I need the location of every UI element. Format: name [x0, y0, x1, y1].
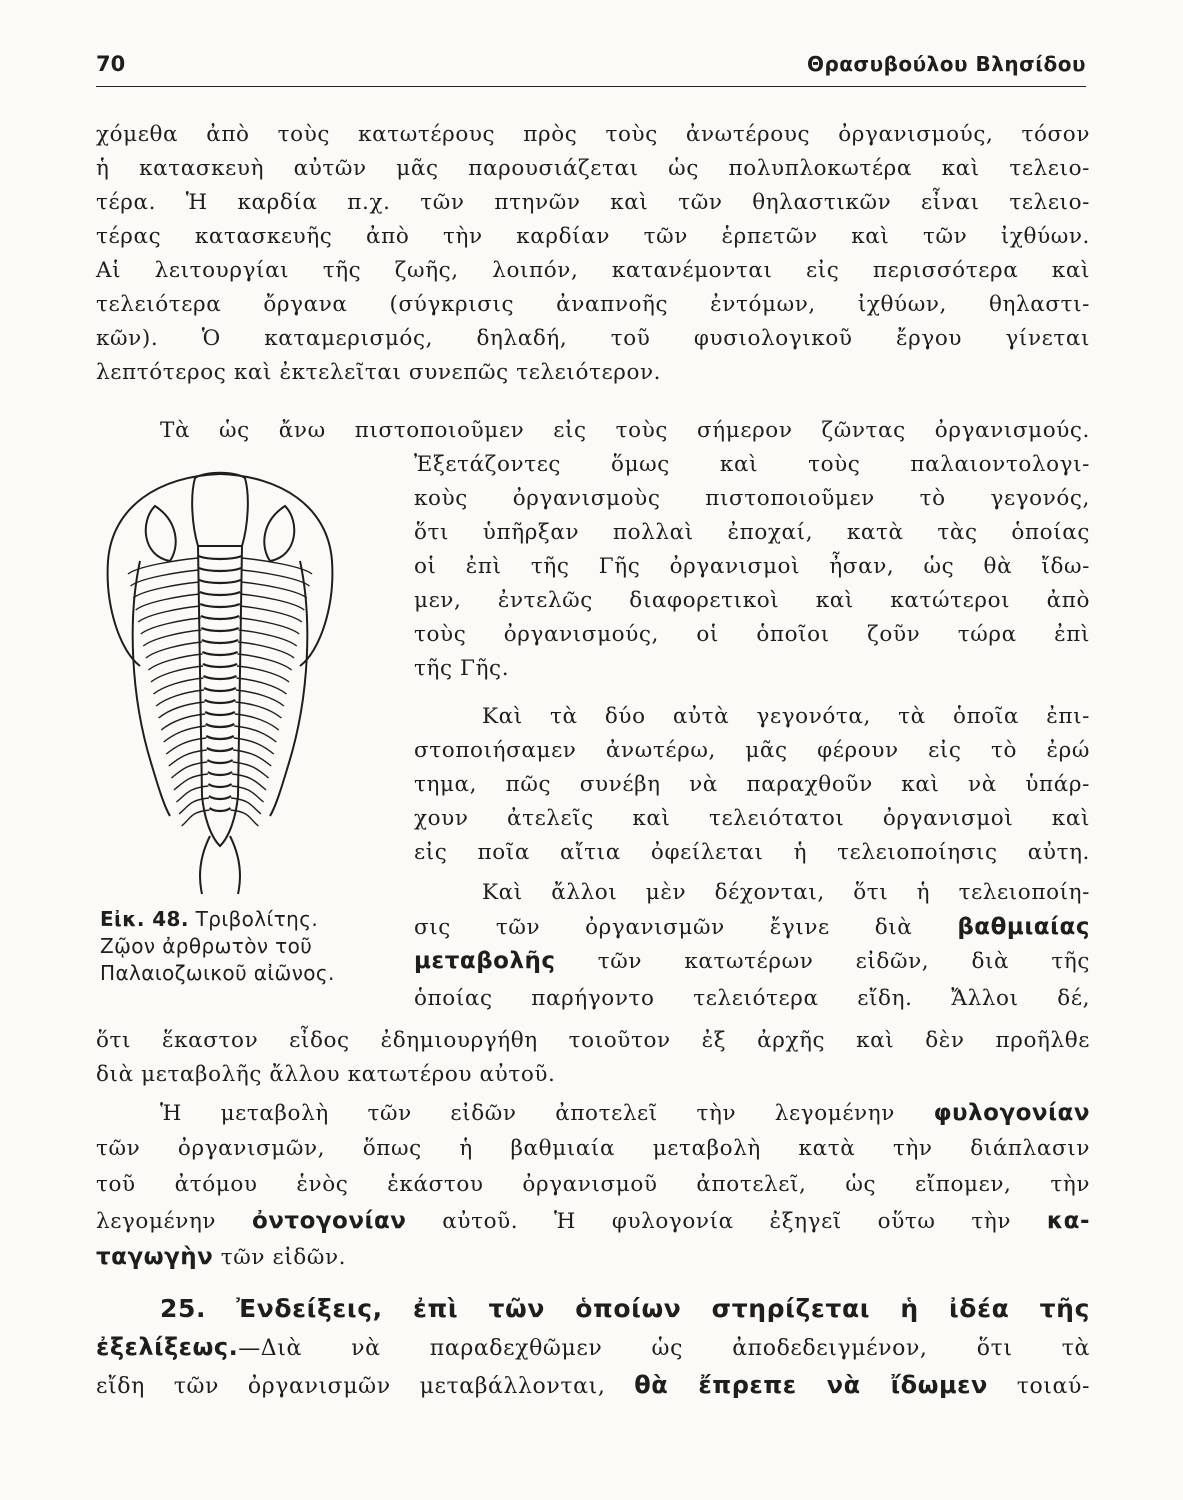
text-span: αὐτοῦ. Ἡ φυλογονία ἐξηγεῖ οὕτω τὴν: [442, 1209, 1011, 1234]
body-line: τοῦ ἀτόμου ἑνὸς ἑκάστου ὀργανισμοῦ ἀποτελεῖ, ὡς εἴπομεν, τὴν: [96, 1172, 1090, 1197]
axial-segment: [204, 688, 236, 691]
axial-segment: [207, 760, 232, 763]
emphasis-term: ταγωγὴν: [96, 1244, 214, 1270]
body-line: Καὶ τὰ δύο αὐτὰ γεγονότα, τὰ ὁποῖα ἐπι-: [482, 704, 1090, 729]
body-line: [96, 1204, 1090, 1238]
emphasis-term: θὰ ἔπρεπε νὰ ἴδωμεν: [634, 1371, 988, 1399]
axial-segment: [210, 808, 231, 811]
caption-text: Τριβολίτης.: [195, 907, 319, 931]
text-span: —Διὰ νὰ παραδεχθῶμεν ὡς ἀποδεδειγμένον, ὅτι τὰ: [238, 1336, 1090, 1361]
axial-segment: [198, 556, 242, 559]
running-head: Θρασυβούλου Βλησίδου: [806, 52, 1086, 76]
body-line: Ἐξετάζοντες ὅμως καὶ τοὺς παλαιοντολογι-: [414, 452, 1090, 477]
axial-segment: [208, 772, 232, 775]
axial-segment: [204, 676, 237, 679]
axial-segment: [199, 580, 241, 583]
body-line: κοὺς ὀργανισμοὺς πιστοποιοῦμεν τὸ γεγονός,: [414, 486, 1090, 511]
axial-segment: [200, 592, 241, 595]
emphasis-term: μεταβολῆς: [414, 948, 556, 974]
axial-segment: [200, 604, 240, 607]
axial-segment: [201, 616, 240, 619]
body-line: διὰ μεταβολῆς ἄλλου κατωτέρου αὐτοῦ.: [96, 1062, 556, 1087]
caption-text: Παλαιοζωικοῦ αἰῶνος.: [100, 961, 335, 985]
emphasis-term: ὀντογονίαν: [251, 1208, 407, 1234]
body-line: ἡ κατασκευὴ αὐτῶν μᾶς παρουσιάζεται ὡς πολυπλοκωτέρα καὶ τελειο-: [96, 156, 1090, 181]
body-line: λεπτότερος καὶ ἐκτελεῖται συνεπῶς τελειότερον.: [96, 360, 662, 385]
body-line: τημα, πῶς συνέβη νὰ παραχθοῦν καὶ νὰ ὑπάρ-: [414, 772, 1090, 797]
body-line: [96, 1240, 1090, 1274]
body-line: οἱ ἐπὶ τῆς Γῆς ὀργανισμοὶ ἦσαν, ὡς θὰ ἴδω-: [414, 554, 1090, 579]
axial-segment: [199, 568, 242, 571]
body-line: τοὺς ὀργανισμούς, οἱ ὁποῖοι ζοῦν τώρα ἐπὶ: [414, 622, 1090, 647]
figure-caption: [100, 906, 400, 987]
text-span: σις τῶν ὀργανισμῶν ἔγινε διὰ: [414, 915, 913, 940]
body-line: Τὰ ὡς ἄνω πιστοποιοῦμεν εἰς τοὺς σήμερον ζῶντας ὀργανισμούς.: [160, 418, 1090, 443]
body-line: ὅτι ὑπῆρξαν πολλαὶ ἐποχαί, κατὰ τὰς ὁποίας: [414, 520, 1090, 545]
body-line: τῶν ὀργανισμῶν, ὅπως ἡ βαθμιαία μεταβολὴ κατὰ τὴν διάπλασιν: [96, 1136, 1090, 1161]
text-span: τῶν κατωτέρων εἰδῶν, διὰ τῆς: [597, 949, 1090, 974]
pleural-spine: [232, 786, 264, 802]
body-line: [160, 1096, 1090, 1130]
axial-segment: [207, 748, 233, 751]
caption-text: Ζῷον ἀρθρωτὸν τοῦ: [100, 934, 313, 958]
trilobite-figure: [100, 466, 340, 896]
axial-segment: [205, 700, 236, 703]
body-line: [96, 1368, 1090, 1402]
axial-segment: [206, 736, 234, 739]
body-line: τέρα. Ἡ καρδία π.χ. τῶν πτηνῶν καὶ τῶν θηλαστικῶν εἶναι τελειο-: [96, 190, 1090, 215]
trilobite-illustration-icon: [100, 466, 340, 896]
body-line: τέρας κατασκευῆς ἀπὸ τὴν καρδίαν τῶν ἑρπετῶν καὶ τῶν ἰχθύων.: [96, 224, 1090, 249]
section-heading-cont: ἐξελίξεως.: [96, 1333, 239, 1361]
text-span: εἴδη τῶν ὀργανισμῶν μεταβάλλονται,: [96, 1374, 606, 1399]
emphasis-term: φυλογονίαν: [933, 1100, 1091, 1126]
axial-segment: [206, 724, 235, 727]
body-line: μεν, ἐντελῶς διαφορετικοὶ καὶ κατώτεροι ἀπὸ: [414, 588, 1090, 613]
text-span: τῶν εἰδῶν.: [220, 1245, 347, 1270]
body-line: χουν ἀτελεῖς καὶ τελειότατοι ὀργανισμοὶ καὶ: [414, 806, 1090, 831]
axial-segment: [208, 784, 231, 787]
body-line: στοποιήσαμεν ἀνωτέρω, μᾶς φέρουν εἰς τὸ ἐρώ: [414, 738, 1090, 763]
page-number: 70: [96, 52, 126, 76]
body-line: ὁποίας παρήγοντο τελειότερα εἴδη. Ἄλλοι δέ,: [414, 986, 1090, 1011]
axial-segment: [205, 712, 235, 715]
body-line: [96, 1330, 1090, 1364]
pleural-spine: [176, 786, 208, 802]
section-heading: 25. Ἐνδείξεις, ἐπὶ τῶν ὁποίων στηρίζεται ἡ ἰδέα τῆς: [160, 1294, 1090, 1323]
page-header: [96, 46, 1086, 87]
text-span: τοιαύ-: [1016, 1374, 1090, 1399]
axial-segment: [202, 640, 238, 643]
text-span: λεγομένην: [96, 1209, 217, 1234]
figure-label: Εἰκ. 48.: [100, 907, 189, 931]
body-line: τελειότερα ὄργανα (σύγκρισις ἀναπνοῆς ἐντόμων, ἰχθύων, θηλαστι-: [96, 292, 1090, 317]
axial-segment: [201, 628, 238, 631]
text-span: Ἡ μεταβολὴ τῶν εἰδῶν ἀποτελεῖ τὴν λεγομένην: [160, 1101, 895, 1126]
body-line: Αἱ λειτουργίαι τῆς ζωῆς, λοιπόν, κατανέμονται εἰς περισσότερα καὶ: [96, 258, 1090, 283]
emphasis-term: κα-: [1046, 1208, 1091, 1234]
axial-segment: [202, 652, 237, 655]
axial-segment: [203, 664, 237, 667]
axial-segment: [209, 796, 231, 799]
body-line: [414, 944, 1090, 978]
body-line: εἰς ποῖα αἴτια ὀφείλεται ἡ τελειοποίησις αὐτη.: [414, 840, 1090, 865]
body-line: κῶν). Ὁ καταμερισμός, δηλαδή, τοῦ φυσιολογικοῦ ἔργου γίνεται: [96, 326, 1090, 351]
body-line: Καὶ ἄλλοι μὲν δέχονται, ὅτι ἡ τελειοποίη-: [482, 880, 1090, 905]
emphasis-term: βαθμιαίας: [957, 914, 1090, 940]
body-line: τῆς Γῆς.: [414, 656, 510, 681]
body-line: [414, 910, 1090, 944]
body-line: ὅτι ἕκαστον εἶδος ἐδημιουργήθη τοιοῦτον ἐξ ἀρχῆς καὶ δὲν προῆλθε: [96, 1028, 1090, 1053]
body-line: χόμεθα ἀπὸ τοὺς κατωτέρους πρὸς τοὺς ἀνωτέρους ὀργανισμούς, τόσον: [96, 122, 1090, 147]
